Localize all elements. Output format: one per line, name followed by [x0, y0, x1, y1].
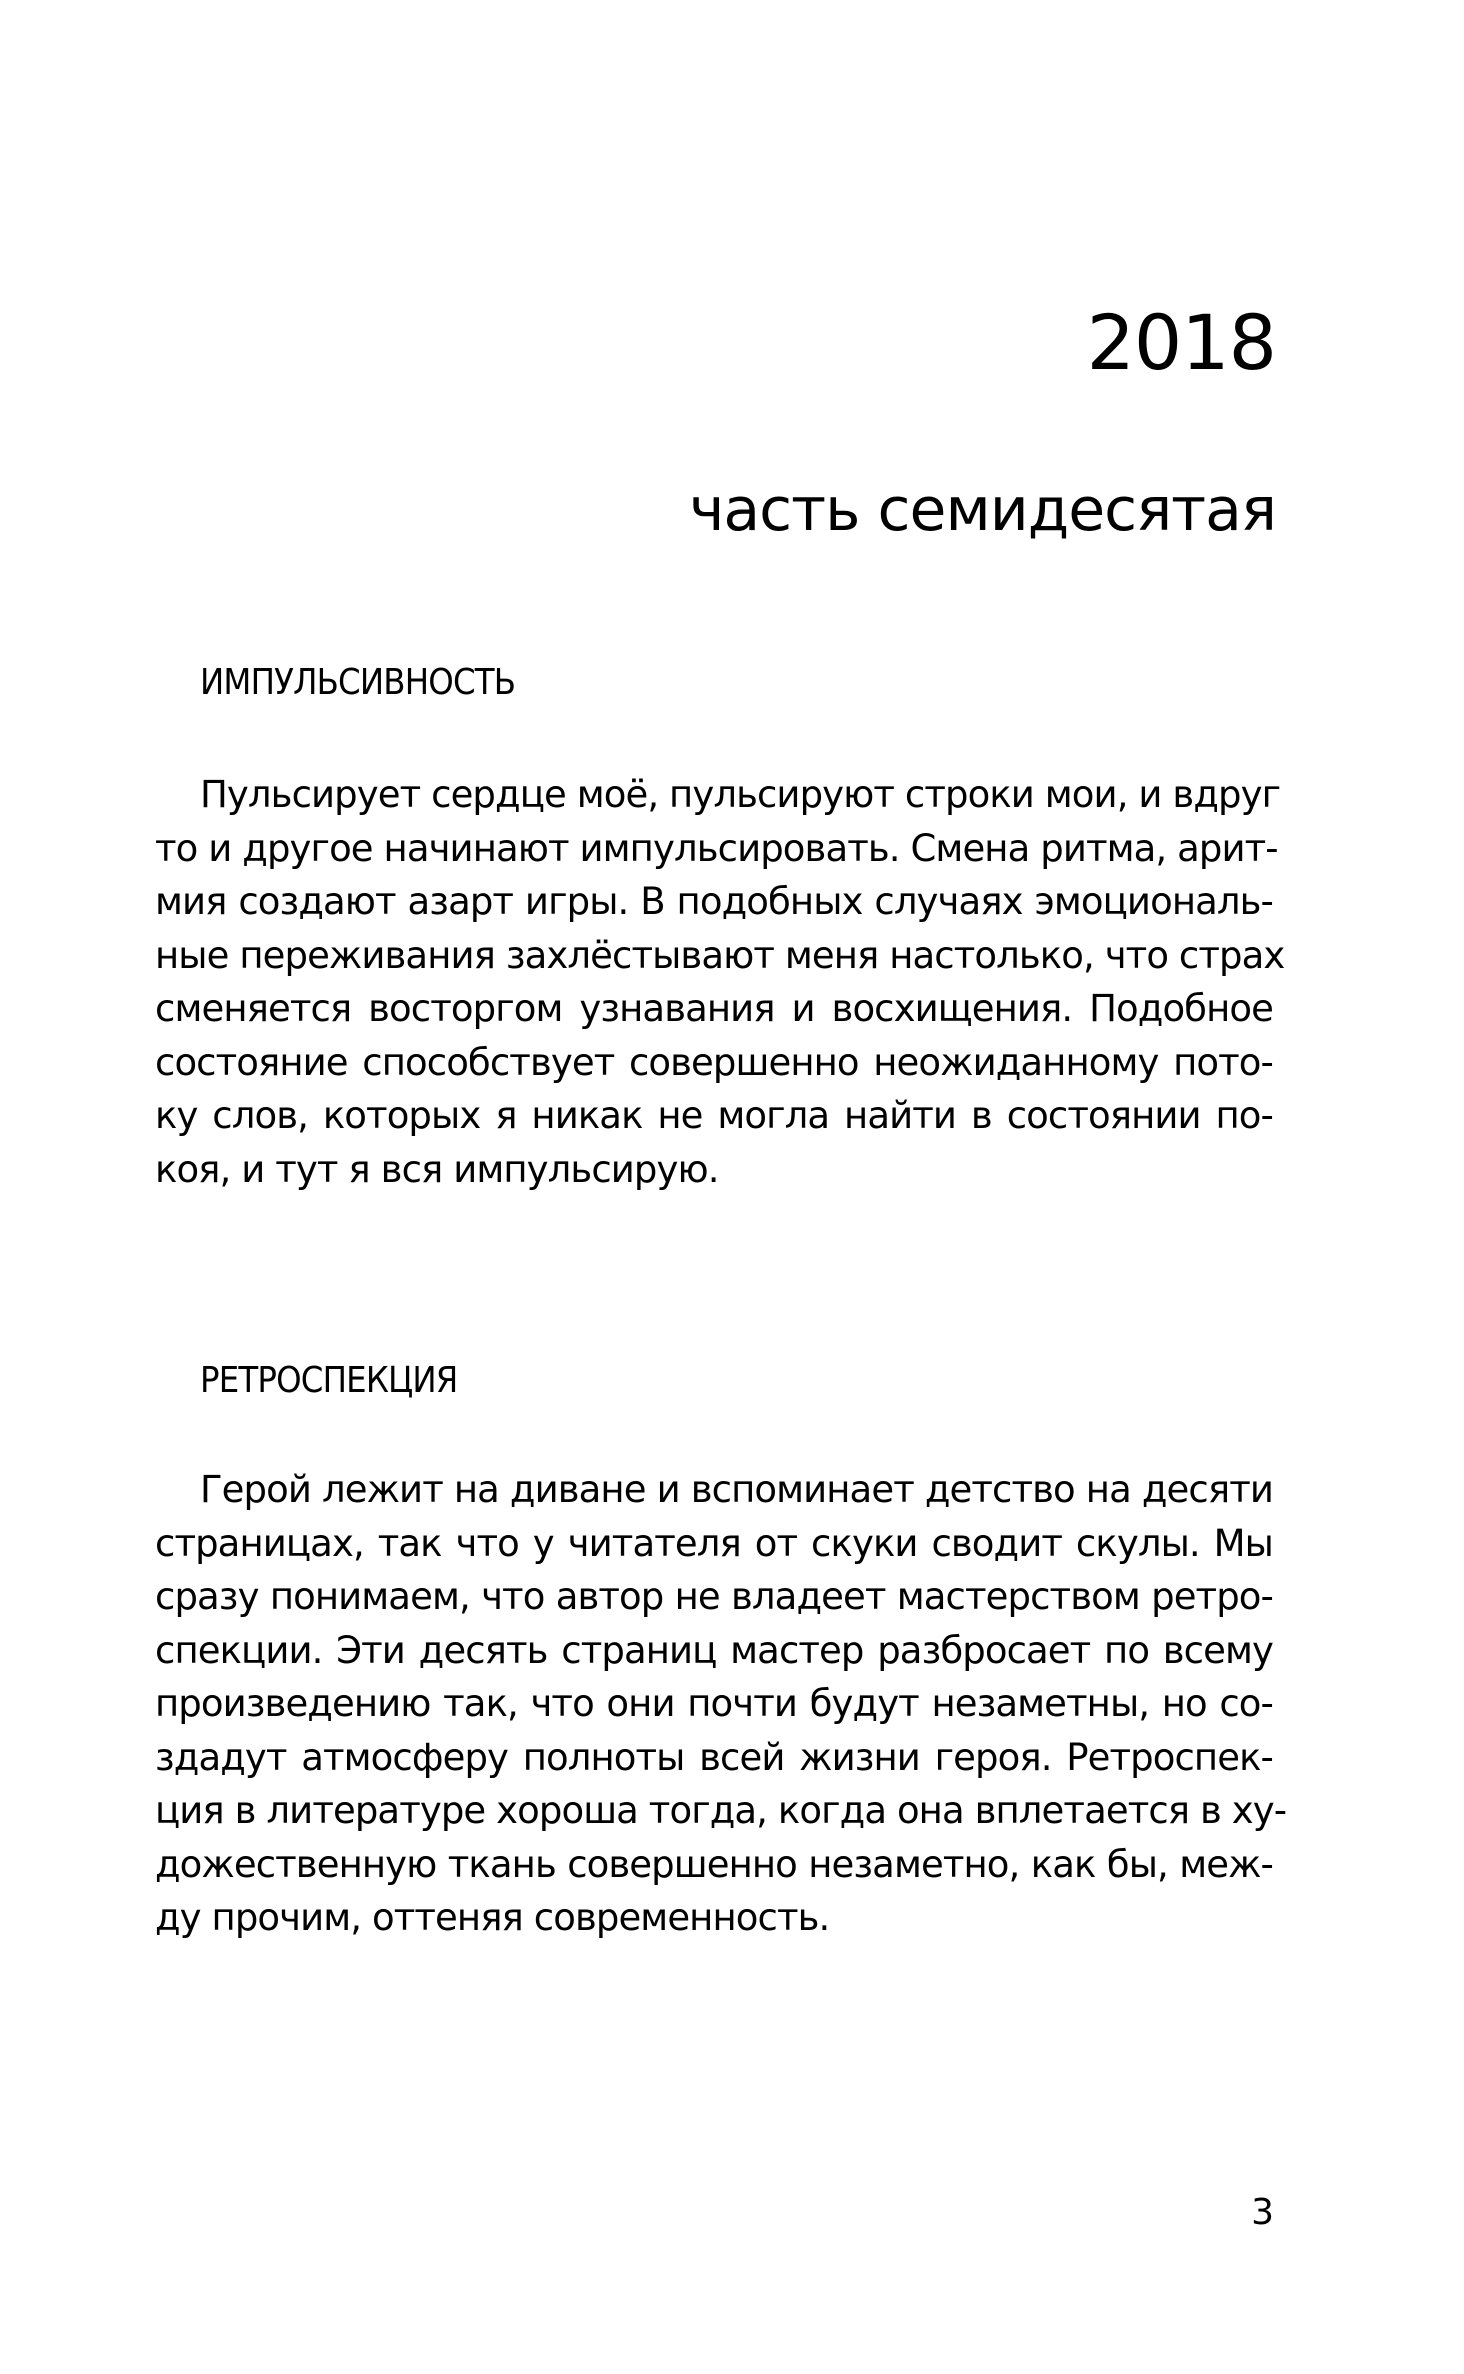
- paragraph-line: коя, и тут я вся импульсирую.: [155, 1147, 719, 1191]
- section-paragraph-impulsivity: [155, 768, 1285, 1196]
- part-title: часть семидесятая: [688, 475, 1276, 545]
- paragraph-line: ку слов, которых я никак не могла найти в состоянии по-: [155, 1094, 1273, 1137]
- paragraph-line: состояние способствует совершенно неожиданному пото-: [155, 1040, 1273, 1084]
- paragraph-line: сменяется восторгом узнавания и восхищения. Подобное: [155, 987, 1273, 1030]
- paragraph-line: Пульсирует сердце моё, пульсируют строки мои, и вдруг: [200, 773, 1281, 816]
- paragraph-line: мия создают азарт игры. В подобных случаях эмоциональ-: [155, 880, 1273, 923]
- paragraph-line: дожественную ткань совершенно незаметно, как бы, меж-: [155, 1842, 1273, 1886]
- paragraph-line: то и другое начинают импульсировать. Смена ритма, арит-: [155, 826, 1278, 870]
- paragraph-line: сразу понимаем, что автор не владеет мастерством ретро-: [155, 1575, 1273, 1618]
- paragraph-line: произведению так, что они почти будут незаметны, но со-: [155, 1682, 1273, 1725]
- section-heading-impulsivity: ИМПУЛЬСИВНОСТЬ: [200, 662, 516, 703]
- page-number: 3: [1251, 2192, 1274, 2233]
- section-paragraph-retrospection: [155, 1463, 1287, 1945]
- paragraph-line: Герой лежит на диване и вспоминает детство на десяти: [200, 1468, 1273, 1511]
- section-heading-retrospection: РЕТРОСПЕКЦИЯ: [200, 1360, 458, 1401]
- paragraph-line: ция в литературе хороша тогда, когда она вплетается в ху-: [155, 1789, 1287, 1832]
- paragraph-line: спекции. Эти десять страниц мастер разбросает по всему: [155, 1628, 1273, 1672]
- paragraph-line: ные переживания захлёстывают меня настолько, что страх: [155, 933, 1285, 977]
- chapter-year: 2018: [1086, 298, 1276, 387]
- paragraph-line: страницах, так что у читателя от скуки сводит скулы. Мы: [155, 1521, 1273, 1565]
- paragraph-line: здадут атмосферу полноты всей жизни героя. Ретроспек-: [155, 1735, 1273, 1779]
- paragraph-line: ду прочим, оттеняя современность.: [155, 1896, 830, 1939]
